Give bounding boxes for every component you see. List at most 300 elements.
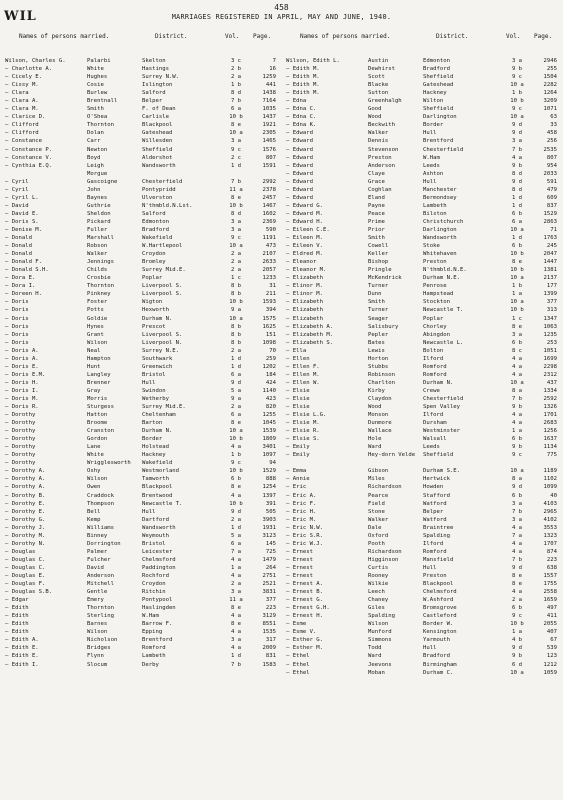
district-cell: Romford [423, 371, 447, 378]
volume-cell: 1 b [230, 452, 242, 459]
district-cell: Swindon [142, 387, 166, 394]
spouse-surname-cell: Baynes [87, 194, 108, 201]
register-entry [286, 403, 559, 411]
forename-cell: — Elsie [286, 387, 310, 394]
volume-cell: 10 a [510, 299, 524, 306]
page-cell: 874 [546, 548, 557, 555]
page-cell: 391 [265, 500, 276, 507]
register-entry [5, 419, 278, 427]
register-entry [5, 355, 278, 363]
district-cell: Surrey N.W. [142, 74, 180, 81]
register-entry [286, 669, 559, 677]
page-cell: 1045 [262, 420, 276, 427]
register-entry [286, 105, 559, 113]
forename-cell: — Clara [5, 90, 29, 97]
spouse-surname-cell: Dunn [368, 291, 382, 298]
spouse-surname-cell: Eland [368, 194, 385, 201]
register-entry [5, 644, 278, 652]
page-cell: 1035 [262, 106, 276, 113]
page-cell: 223 [546, 556, 557, 563]
district-cell: Poplar [142, 275, 163, 282]
forename-cell: — Annie [286, 476, 310, 483]
spouse-surname-cell: Good [368, 106, 382, 113]
forename-cell: — David E. [5, 210, 39, 217]
volume-cell: 8 e [511, 323, 523, 330]
register-entry [5, 323, 278, 331]
volume-cell: 4 a [511, 363, 523, 370]
page-cell: 1235 [543, 331, 557, 338]
volume-cell: 9 b [511, 404, 523, 411]
spouse-surname-cell: Prime [368, 218, 385, 225]
page-cell: 1397 [262, 492, 276, 499]
forename-cell: — Doris [5, 307, 29, 314]
page-cell: 1539 [262, 428, 276, 435]
page-cell: 2378 [262, 186, 276, 193]
spouse-surname-cell: Keller [368, 251, 389, 258]
page-cell: 8551 [262, 621, 276, 628]
page-cell: 725 [265, 548, 276, 555]
volume-cell: 10 a [510, 379, 524, 386]
district-cell: Manchester [423, 186, 457, 193]
spouse-surname-cell: Wrigglesworth [87, 460, 131, 467]
register-entry [5, 57, 278, 65]
register-entry [5, 628, 278, 636]
page-cell: 4103 [543, 500, 557, 507]
volume-cell: 8 e [230, 621, 242, 628]
district-cell: Leicester [142, 548, 173, 555]
page-cell: 1465 [262, 138, 276, 145]
forename-cell: — Edward [286, 194, 313, 201]
district-cell: Sheffield [423, 74, 454, 81]
forename-cell: — Dorothy [5, 420, 36, 427]
register-entry [5, 572, 278, 580]
spouse-surname-cell: Cranston [87, 428, 114, 435]
spouse-surname-cell: Anderson [87, 573, 114, 579]
page-cell: 2535 [543, 146, 557, 153]
spouse-surname-cell: Grant [87, 331, 104, 338]
register-entry [286, 475, 559, 483]
volume-cell: 1 d [230, 162, 242, 169]
district-cell: Hull [423, 130, 437, 137]
page-cell: 2305 [262, 130, 276, 137]
page-cell: 1557 [543, 573, 557, 579]
spouse-surname-cell: Cowell [368, 243, 389, 250]
volume-cell: 9 c [230, 146, 242, 153]
page-cell: 590 [265, 226, 276, 233]
left-column-header [5, 33, 278, 57]
register-entry [5, 411, 278, 419]
spouse-surname-cell: Charlton [368, 379, 395, 386]
forename-cell: — Doris R. [5, 404, 39, 411]
forename-cell: — Elinor M. [286, 283, 324, 290]
volume-cell: 1 d [230, 653, 242, 660]
spouse-surname-cell: Hynes [87, 323, 104, 330]
register-entry [5, 459, 278, 467]
register-entry [286, 250, 559, 258]
spouse-surname-cell: Pickard [87, 218, 111, 225]
register-entry [286, 661, 559, 669]
volume-cell: 9 b [511, 66, 523, 73]
forename-cell: — Ernest [286, 548, 313, 555]
volume-cell: 9 d [511, 130, 523, 137]
register-entry [5, 661, 278, 669]
page-cell: 259 [265, 355, 276, 362]
register-entry [286, 347, 559, 355]
forename-cell: — Edna C. [286, 106, 317, 113]
register-entry [5, 524, 278, 532]
forename-cell: — Dorothy J. [5, 524, 46, 531]
page-cell: 2107 [262, 251, 276, 258]
district-cell: Sheffield [423, 452, 454, 459]
district-cell: W.Ham [142, 613, 159, 620]
volume-cell: 3 a [511, 516, 523, 523]
register-entry [5, 290, 278, 298]
register-entry [286, 459, 559, 467]
register-entry [5, 242, 278, 250]
spouse-surname-cell: Field [368, 500, 385, 507]
page-cell: 1504 [543, 74, 557, 81]
register-entry [5, 331, 278, 339]
register-entry [286, 612, 559, 620]
forename-cell: — Doris [5, 331, 29, 338]
spouse-surname-cell: Thornton [87, 122, 114, 129]
forename-cell: — Ella [286, 347, 307, 354]
page-cell: 33 [550, 122, 557, 129]
register-entry [286, 387, 559, 395]
volume-cell: 8 a [511, 476, 523, 483]
page-cell: 2965 [543, 508, 557, 515]
volume-cell: 7 b [230, 178, 242, 185]
spouse-surname-cell: Robson [87, 243, 108, 250]
forename-cell: — Edith M. [286, 82, 320, 89]
district-cell: Howden [423, 484, 444, 491]
register-entry [286, 178, 559, 186]
register-entry [286, 379, 559, 387]
volume-cell: 2 c [230, 154, 242, 161]
volume-cell: 1 d [511, 235, 523, 242]
district-cell: Weymouth [142, 532, 169, 539]
register-entry [5, 395, 278, 403]
forename-cell: — Douglas F. [5, 581, 46, 588]
district-cell: Spen Valley [423, 404, 461, 411]
spouse-surname-cell: Gordon [87, 436, 108, 443]
district-cell: Romford [423, 363, 447, 370]
volume-cell: 7 b [230, 98, 242, 105]
volume-cell: 8 e [511, 573, 523, 579]
spouse-surname-cell: Peace [368, 210, 385, 217]
spouse-surname-cell: Fulcher [87, 556, 111, 563]
spouse-surname-cell: Smith [368, 235, 385, 242]
register-entry [5, 387, 278, 395]
page-cell: 3903 [262, 516, 276, 523]
register-entry [5, 218, 278, 226]
register-entry [286, 451, 559, 459]
spouse-surname-cell: Childs [87, 267, 108, 274]
district-cell: Lambeth [142, 653, 166, 660]
forename-cell: — Dora E. [5, 275, 36, 282]
volume-cell: 10 b [229, 299, 243, 306]
forename-cell: — Eric M. [286, 516, 317, 523]
register-entry [286, 137, 559, 145]
district-cell: Barton [142, 420, 163, 427]
forename-cell: — Doris E. [5, 363, 39, 370]
page-cell: 264 [265, 564, 276, 571]
page-cell: 1659 [543, 597, 557, 604]
district-cell: Southwark [142, 355, 173, 362]
spouse-surname-cell: Bell [87, 508, 101, 515]
volume-cell: 3 a [511, 500, 523, 507]
forename-cell: — Doris M. [5, 395, 39, 402]
register-entry [5, 516, 278, 524]
page-cell: 313 [546, 307, 557, 314]
register-entry [5, 620, 278, 628]
forename-cell: — Cynthia E.Q. [5, 162, 53, 169]
district-cell: Darlington [423, 226, 457, 233]
register-entry [5, 556, 278, 564]
forename-cell: Wilson, Edith L. [286, 58, 340, 64]
register-entry [286, 636, 559, 644]
spouse-surname-cell: Mitchell [87, 581, 114, 588]
spouse-surname-cell: Barnes [87, 621, 108, 628]
volume-cell: 2 a [230, 259, 242, 266]
page-cell: 1467 [262, 202, 276, 209]
vol-header: Vol. [506, 33, 521, 40]
volume-cell: 2 a [230, 267, 242, 274]
register-entry [5, 363, 278, 371]
forename-cell: — Ethel [286, 661, 310, 668]
district-cell: Surrey Mid.E. [142, 404, 186, 411]
forename-cell: — Edward [286, 162, 313, 169]
register-entry [5, 73, 278, 81]
spouse-surname-cell: Stevenson [368, 146, 399, 153]
spouse-surname-cell: Hatton [87, 412, 108, 419]
spouse-surname-cell: Moban [368, 669, 385, 676]
forename-cell: — Ernest [286, 556, 313, 563]
page-cell: 3123 [262, 532, 276, 539]
forename-cell: — Doris [5, 299, 29, 306]
register-entry [5, 548, 278, 556]
spouse-surname-cell: Foster [87, 299, 108, 306]
volume-cell: 10 a [229, 428, 243, 435]
page-cell: 1447 [543, 259, 557, 266]
district-cell: W.Ham [423, 154, 440, 161]
district-cell: Gateshead [142, 130, 173, 137]
page-cell: 2312 [543, 371, 557, 378]
volume-cell: 4 a [511, 412, 523, 419]
volume-cell: 8 d [511, 170, 523, 177]
volume-cell: 10 a [510, 226, 524, 233]
spouse-surname-cell: Thornton [87, 605, 114, 612]
volume-cell: 9 d [230, 379, 242, 386]
spouse-surname-cell: Spalding [368, 613, 395, 620]
register-entry [286, 226, 559, 234]
forename-cell: — Doris [5, 315, 29, 322]
forename-cell: — Douglas C. [5, 564, 46, 571]
register-entry [286, 572, 559, 580]
district-cell: Hastings [142, 66, 169, 73]
spouse-surname-cell: Binney [87, 532, 108, 539]
spouse-surname-cell: Anderson [368, 162, 395, 169]
spouse-surname-cell: Stubbs [368, 363, 389, 370]
district-cell: Watford [423, 500, 447, 507]
forename-cell: — Ethel [286, 653, 310, 660]
forename-cell: — Emma [286, 468, 307, 475]
district-cell: Dartford [142, 516, 169, 523]
district-header: District. [436, 33, 469, 40]
district-cell: Salford [142, 90, 166, 97]
volume-cell: 7 b [230, 661, 242, 668]
page-cell: 954 [546, 162, 557, 169]
register-entry [5, 178, 278, 186]
register-entry [5, 266, 278, 274]
district-cell: Ilford [423, 412, 444, 419]
volume-cell: 9 d [230, 508, 242, 515]
spouse-surname-cell: Jeevons [368, 661, 392, 668]
spouse-surname-cell: Curtis [368, 564, 389, 571]
page-cell: 411 [546, 613, 557, 620]
forename-cell: — Ernest G. [286, 597, 324, 604]
district-cell: Bristol [142, 371, 166, 378]
page-cell: 1707 [543, 540, 557, 547]
volume-cell: 9 a [230, 395, 242, 402]
forename-cell: — Doris I. [5, 387, 39, 394]
register-entry [286, 532, 559, 540]
page-heading: MARRIAGES REGISTERED IN APRIL, MAY AND JUNE, 1940. [171, 13, 392, 21]
page-cell: 424 [265, 379, 276, 386]
spouse-surname-cell: Boyd [87, 154, 101, 161]
volume-cell: 9 c [511, 452, 523, 459]
volume-cell: 7 b [511, 508, 523, 515]
page-cell: 245 [546, 243, 557, 250]
volume-cell: 4 b [511, 637, 523, 644]
forename-cell: — Edward [286, 138, 313, 145]
district-cell: F. of Dean [142, 106, 176, 113]
register-entry [286, 282, 559, 290]
forename-cell: — Donald F. [5, 259, 43, 266]
spouse-surname-cell: Miles [368, 476, 385, 483]
district-cell: Stockton [423, 299, 450, 306]
page-cell: 1140 [262, 387, 276, 394]
spouse-surname-cell: Wallace [368, 428, 392, 435]
page-cell: 1701 [543, 412, 557, 419]
volume-cell: 6 a [230, 106, 242, 113]
page-cell: 1479 [262, 556, 276, 563]
forename-cell: — Ellen [286, 355, 310, 362]
spouse-surname-cell: Kemp [87, 516, 101, 523]
volume-cell: 10 a [510, 82, 524, 89]
district-cell: Rochford [142, 573, 169, 579]
volume-cell: 10 a [229, 315, 243, 322]
spouse-surname-cell: Potts [87, 307, 104, 314]
register-entry [286, 516, 559, 524]
volume-cell: 1 b [511, 283, 523, 290]
left-column [5, 33, 278, 669]
forename-cell: Wilson, Charles G. [5, 58, 66, 64]
spouse-surname-cell: Stone [368, 508, 385, 515]
volume-cell: 4 a [511, 154, 523, 161]
volume-cell: 8 a [511, 387, 523, 394]
forename-cell: — Dorothy G. [5, 516, 46, 523]
volume-cell: 7 b [511, 556, 523, 563]
forename-cell: — Edith M. [286, 74, 320, 81]
volume-cell: 8 e [230, 605, 242, 612]
forename-cell: — Dorothy [5, 452, 36, 459]
register-entry [286, 564, 559, 572]
register-entry [286, 548, 559, 556]
page-cell: 807 [265, 154, 276, 161]
spouse-surname-cell: Hey-dorn Velde [368, 452, 416, 459]
register-entry [286, 81, 559, 89]
spouse-surname-cell: Sutton [368, 90, 389, 97]
spouse-surname-cell: Dennis [368, 138, 389, 145]
district-cell: Holstead [142, 444, 169, 451]
volume-cell: 9 c [511, 613, 523, 620]
page-cell: 3831 [262, 589, 276, 596]
district-cell: Blackpool [142, 122, 173, 129]
district-cell: Watford [423, 516, 447, 523]
register-entry [5, 564, 278, 572]
page-cell: 1099 [543, 484, 557, 491]
register-entry [286, 162, 559, 170]
volume-cell: 1 b [230, 82, 242, 89]
spouse-surname-cell: Wilson [368, 621, 389, 628]
volume-cell: 9 d [511, 484, 523, 491]
spouse-surname-cell: Greenhalgh [368, 98, 402, 105]
volume-cell: 8 b [230, 283, 242, 290]
register-entry [5, 508, 278, 516]
page-cell: 1625 [262, 323, 276, 330]
forename-cell: — Constance [5, 138, 43, 145]
district-cell: Christchurch [423, 218, 464, 225]
register-entry [286, 492, 559, 500]
volume-cell: 6 a [230, 371, 242, 378]
district-cell: Pontypridd [142, 186, 176, 193]
district-cell: Durham S.E. [423, 468, 461, 475]
spouse-surname-cell: Burlew [87, 90, 108, 97]
register-entry [286, 419, 559, 427]
forename-cell: — Dorothy [5, 436, 36, 443]
page-cell: 1097 [262, 452, 276, 459]
forename-cell: — Donald S.H. [5, 267, 49, 274]
district-cell: Westminster [423, 428, 461, 435]
page-cell: 177 [546, 283, 557, 290]
spouse-surname-cell: Brentnall [87, 98, 118, 105]
volume-cell: 4 a [511, 589, 523, 596]
forename-cell: — Edward [286, 186, 313, 193]
page-cell: 473 [265, 243, 276, 250]
register-entry [286, 113, 559, 121]
page-cell: 1921 [262, 122, 276, 129]
volume-cell: 4 a [230, 573, 242, 579]
forename-cell: — Elsie M. [286, 420, 320, 427]
page-cell: 70 [269, 347, 276, 354]
forename-cell: — Emily [286, 444, 310, 451]
district-cell: Liverpool S. [142, 283, 183, 290]
volume-cell: 8 e [230, 194, 242, 201]
register-entry [286, 483, 559, 491]
district-cell: Ritchin [142, 589, 166, 596]
forename-cell: — Elinor M. [286, 291, 324, 298]
register-entry [5, 121, 278, 129]
spouse-surname-cell: Sturgess [87, 404, 114, 411]
volume-cell: 6 b [230, 476, 242, 483]
spouse-surname-cell: Horton [368, 355, 389, 362]
district-cell: Hexworth [142, 307, 169, 314]
district-cell: Penrose [423, 283, 447, 290]
volume-cell: 6 b [511, 492, 523, 499]
forename-cell: — Esther G. [286, 637, 324, 644]
forename-cell: — Dorothy B. [5, 492, 46, 499]
